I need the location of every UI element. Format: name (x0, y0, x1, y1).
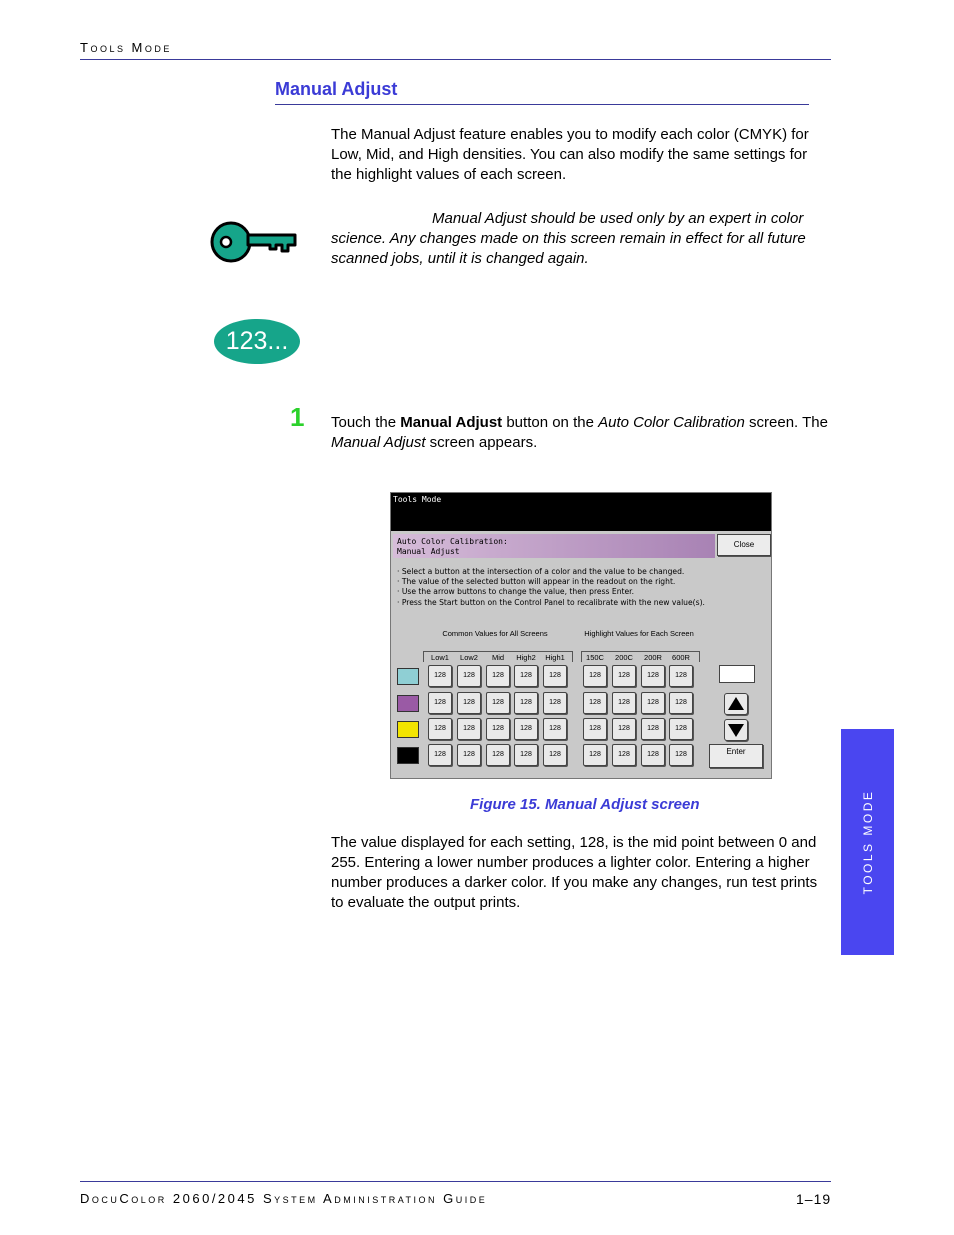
screen-title-bar (391, 493, 771, 531)
step-text-part: screen. The (744, 414, 828, 431)
value-button[interactable]: 128 (583, 718, 607, 740)
value-button[interactable]: 128 (486, 718, 510, 740)
column-header-low1: Low1 (431, 653, 449, 662)
manual-adjust-screen-figure (390, 492, 772, 779)
value-button[interactable]: 128 (583, 744, 607, 766)
value-button[interactable]: 128 (514, 744, 538, 766)
value-button[interactable]: 128 (641, 665, 665, 687)
down-arrow-button[interactable] (724, 719, 748, 741)
value-button[interactable]: 128 (428, 718, 452, 740)
instruction-line: · Select a button at the intersection of a color and the value to be changed. (397, 567, 685, 576)
color-swatch (397, 721, 419, 738)
value-button[interactable]: 128 (457, 692, 481, 714)
page-number: 1–19 (796, 1191, 832, 1207)
value-button[interactable]: 128 (514, 692, 538, 714)
figure-caption: Figure 15. Manual Adjust screen (470, 796, 700, 813)
value-button[interactable]: 128 (428, 665, 452, 687)
value-button[interactable]: 128 (641, 718, 665, 740)
value-button[interactable]: 128 (543, 692, 567, 714)
step-text-part: Touch the (331, 414, 401, 431)
step-number: 1 (290, 402, 305, 432)
chapter-side-tab (841, 729, 894, 955)
value-readout (719, 665, 755, 683)
arrow-down-icon (725, 720, 747, 740)
value-button[interactable]: 128 (583, 692, 607, 714)
screen-band-line2: Manual Adjust (397, 547, 460, 556)
color-swatch (397, 668, 419, 685)
value-button[interactable]: 128 (428, 744, 452, 766)
value-button[interactable]: 128 (612, 744, 636, 766)
step-italic: Auto Color Calibration (598, 414, 745, 431)
value-button[interactable]: 128 (669, 744, 693, 766)
value-button[interactable]: 128 (641, 692, 665, 714)
column-header-low2: Low2 (460, 653, 478, 662)
column-header-high1: High1 (545, 653, 565, 662)
steps-icon (213, 318, 301, 365)
arrow-up-icon (725, 694, 747, 714)
value-button[interactable]: 128 (641, 744, 665, 766)
color-swatch (397, 695, 419, 712)
steps-icon-label: 123... (225, 327, 289, 355)
value-button[interactable]: 128 (486, 692, 510, 714)
instruction-line: · Press the Start button on the Control Panel to recalibrate with the new value(s). (397, 598, 705, 607)
value-button[interactable]: 128 (514, 665, 538, 687)
header-rule (80, 59, 831, 60)
enter-button[interactable]: Enter (709, 744, 763, 768)
section-rule (275, 104, 809, 105)
common-values-heading: Common Values for All Screens (442, 629, 548, 638)
value-button[interactable]: 128 (669, 692, 693, 714)
step-bold: Manual Adjust (400, 414, 503, 431)
screen-header-band (393, 534, 715, 558)
step-text (331, 413, 831, 453)
value-button[interactable]: 128 (514, 718, 538, 740)
up-arrow-button[interactable] (724, 693, 748, 715)
column-header-high2: High2 (516, 653, 536, 662)
value-button[interactable]: 128 (486, 744, 510, 766)
close-button[interactable]: Close (717, 534, 771, 556)
column-header-150c: 150C (586, 653, 604, 662)
column-header-mid: Mid (491, 653, 505, 662)
value-button[interactable]: 128 (612, 692, 636, 714)
step-italic: Manual Adjust (331, 434, 426, 451)
section-title: Manual Adjust (275, 79, 398, 99)
column-header-200c: 200C (615, 653, 633, 662)
value-button[interactable]: 128 (543, 718, 567, 740)
intro-paragraph: The Manual Adjust feature enables you to modify each color (CMYK) for Low, Mid, and High densities. You can also modify the same settings for the highlight values of each screen. (331, 126, 809, 183)
screen-title: Tools Mode (393, 495, 442, 504)
value-button[interactable]: 128 (543, 665, 567, 687)
column-header-200r: 200R (644, 653, 662, 662)
key-icon (210, 219, 298, 265)
value-button[interactable]: 128 (669, 665, 693, 687)
running-header: Tools Mode (80, 40, 172, 55)
step-text-part: screen appears. (425, 434, 538, 451)
value-button[interactable]: 128 (428, 692, 452, 714)
instruction-line: · Use the arrow buttons to change the value, then press Enter. (397, 587, 634, 596)
outro-paragraph: The value displayed for each setting, 128, is the mid point between 0 and 255. Entering a lower number produces a lighter color. Entering a higher number produces a darker color. If you make any changes, run test prints to evaluate the output prints. (331, 834, 818, 911)
footer-rule (80, 1181, 831, 1182)
footer-title: DocuColor 2060/2045 System Administration Guide (80, 1191, 488, 1206)
step-text-part: button on the (502, 414, 599, 431)
value-button[interactable]: 128 (457, 718, 481, 740)
side-tab-label: TOOLS MODE (860, 789, 875, 895)
instruction-line: · The value of the selected button will appear in the readout on the right. (397, 577, 676, 586)
expert-note: Manual Adjust should be used only by an expert in color science. Any changes made on this screen remain in effect for all future scanned jobs, until it is changed again. (331, 210, 806, 267)
value-button[interactable]: 128 (486, 665, 510, 687)
value-button[interactable]: 128 (457, 744, 481, 766)
value-button[interactable]: 128 (669, 718, 693, 740)
value-button[interactable]: 128 (543, 744, 567, 766)
screen-band-line1: Auto Color Calibration: (397, 537, 508, 546)
value-button[interactable]: 128 (583, 665, 607, 687)
value-button[interactable]: 128 (457, 665, 481, 687)
value-button[interactable]: 128 (612, 665, 636, 687)
color-swatch (397, 747, 419, 764)
column-header-600r: 600R (672, 653, 690, 662)
value-button[interactable]: 128 (612, 718, 636, 740)
highlight-values-heading: Highlight Values for Each Screen (584, 629, 694, 638)
